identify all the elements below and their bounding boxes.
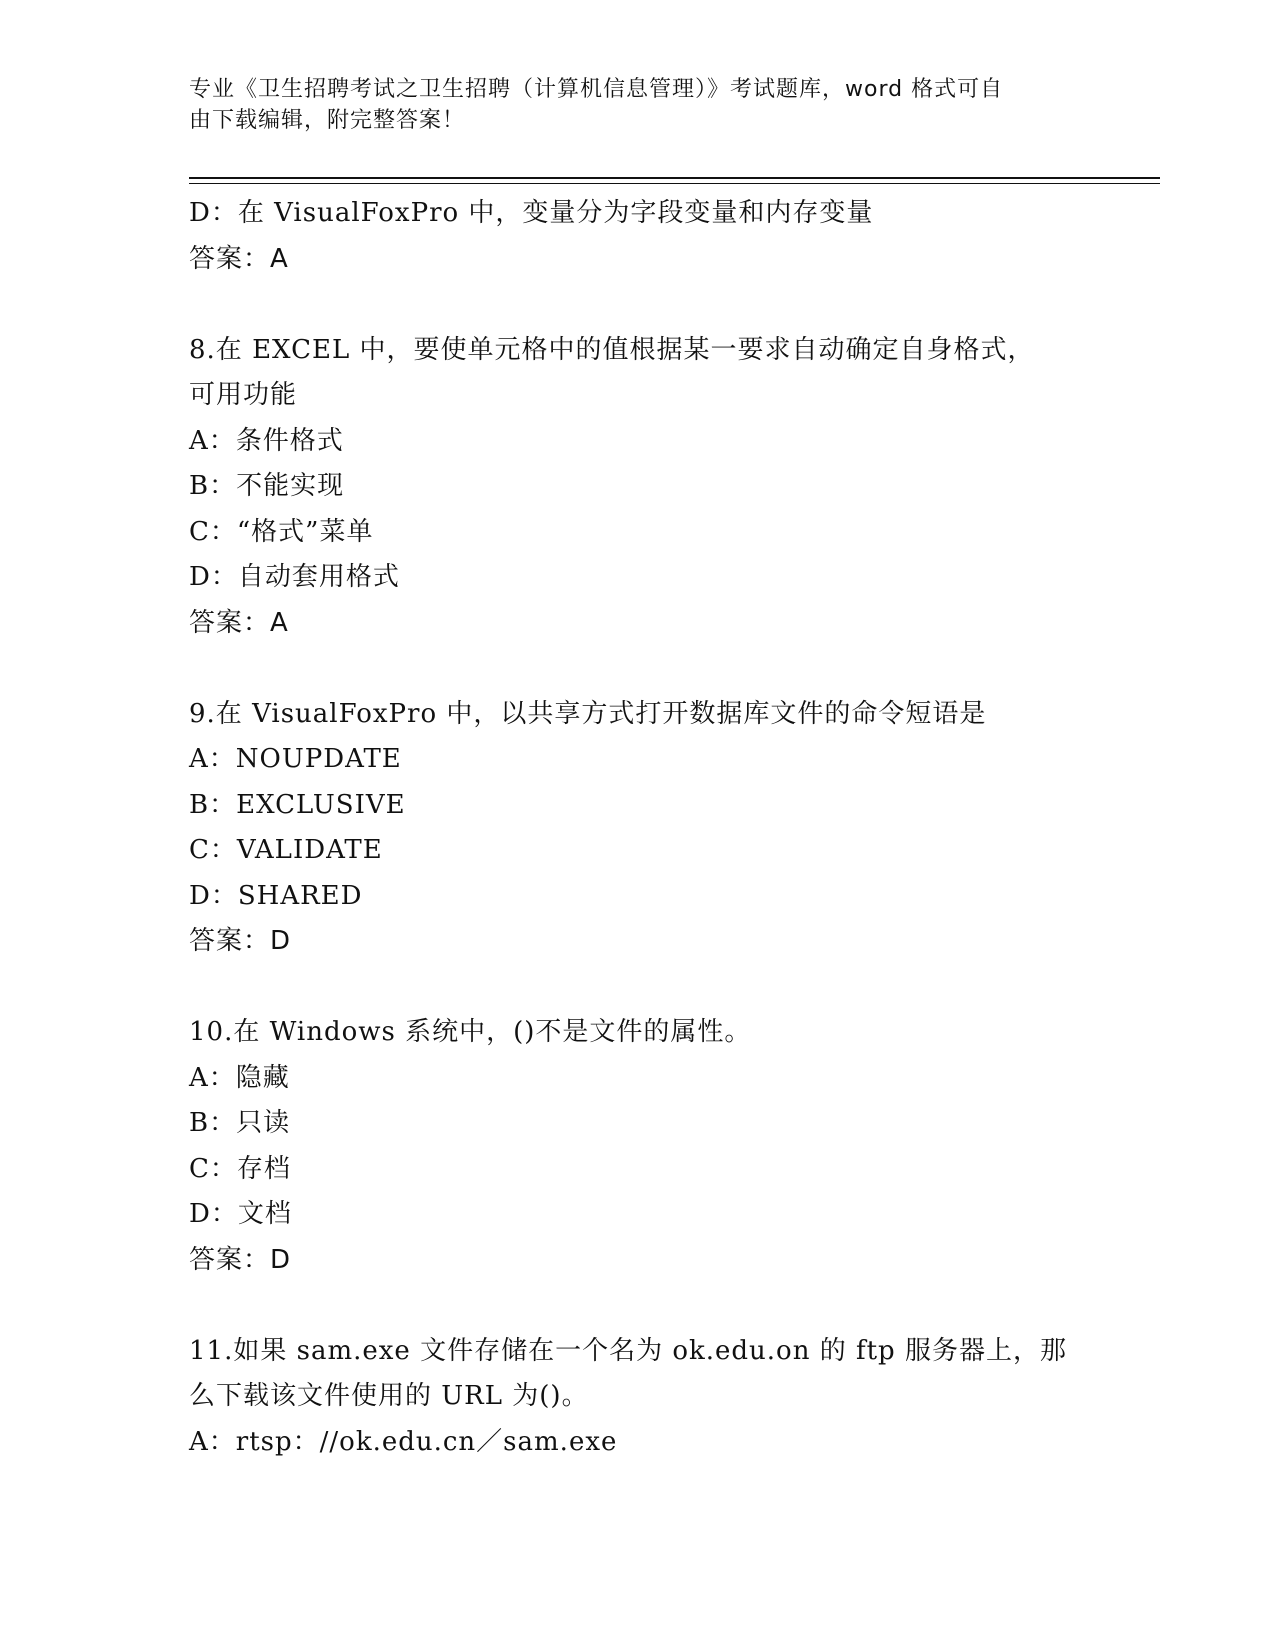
question-10 <box>189 1010 1089 1283</box>
question-8-stem-line-2: 可用功能 <box>189 380 298 410</box>
question-10-option-c: C：存档 <box>189 1153 291 1184</box>
question-8 <box>189 328 1089 647</box>
question-9-option-c: C：VALIDATE <box>189 835 383 865</box>
question-10-option-b: B：只读 <box>189 1108 291 1138</box>
question-9-option-b: B：EXCLUSIVE <box>189 789 406 820</box>
question-11-stem-line-2: 么下载该文件使用的 URL 为()。 <box>189 1381 589 1411</box>
question-10-answer: 答案：D <box>189 1244 292 1275</box>
question-8-option-a: A：条件格式 <box>189 425 344 456</box>
question-11-stem-line-1: 11.如果 sam.exe 文件存储在一个名为 ok.edu.on 的 ftp 服务器上，那 <box>189 1335 1067 1366</box>
question-list <box>189 191 1089 1465</box>
previous-option-d: D：在 VisualFoxPro 中，变量分为字段变量和内存变量 <box>189 198 874 228</box>
document-header <box>189 74 1069 136</box>
question-8-option-c: C：“格式”菜单 <box>189 516 374 547</box>
question-11-option-a: A：rtsp：//ok.edu.cn／sam.exe <box>189 1426 618 1457</box>
question-9-stem: 9.在 VisualFoxPro 中，以共享方式打开数据库文件的命令短语是 <box>189 698 987 729</box>
header-divider-thick <box>189 177 1160 179</box>
question-8-option-b: B：不能实现 <box>189 471 345 501</box>
question-8-answer: 答案：A <box>189 607 289 638</box>
spacer <box>189 646 1089 692</box>
question-9-option-d: D：SHARED <box>189 880 363 911</box>
question-10-stem: 10.在 Windows 系统中，()不是文件的属性。 <box>189 1017 752 1047</box>
question-9-option-a: A：NOUPDATE <box>189 744 402 774</box>
spacer <box>189 1283 1089 1329</box>
question-10-option-a: A：隐藏 <box>189 1062 290 1093</box>
header-line-1: 专业《卫生招聘考试之卫生招聘（计算机信息管理）》考试题库，word 格式可自 <box>189 77 1004 102</box>
question-8-stem-line-1: 8.在 EXCEL 中，要使单元格中的值根据某一要求自动确定自身格式， <box>189 334 1035 365</box>
header-line-2: 由下载编辑，附完整答案！ <box>189 108 466 133</box>
previous-answer: 答案：A <box>189 243 289 274</box>
question-9 <box>189 692 1089 965</box>
question-10-option-d: D：文档 <box>189 1199 292 1229</box>
spacer <box>189 965 1089 1011</box>
question-9-answer: 答案：D <box>189 926 292 956</box>
question-11 <box>189 1329 1089 1466</box>
header-divider-thin <box>189 183 1160 184</box>
question-8-option-d: D：自动套用格式 <box>189 562 400 592</box>
spacer <box>189 282 1089 328</box>
